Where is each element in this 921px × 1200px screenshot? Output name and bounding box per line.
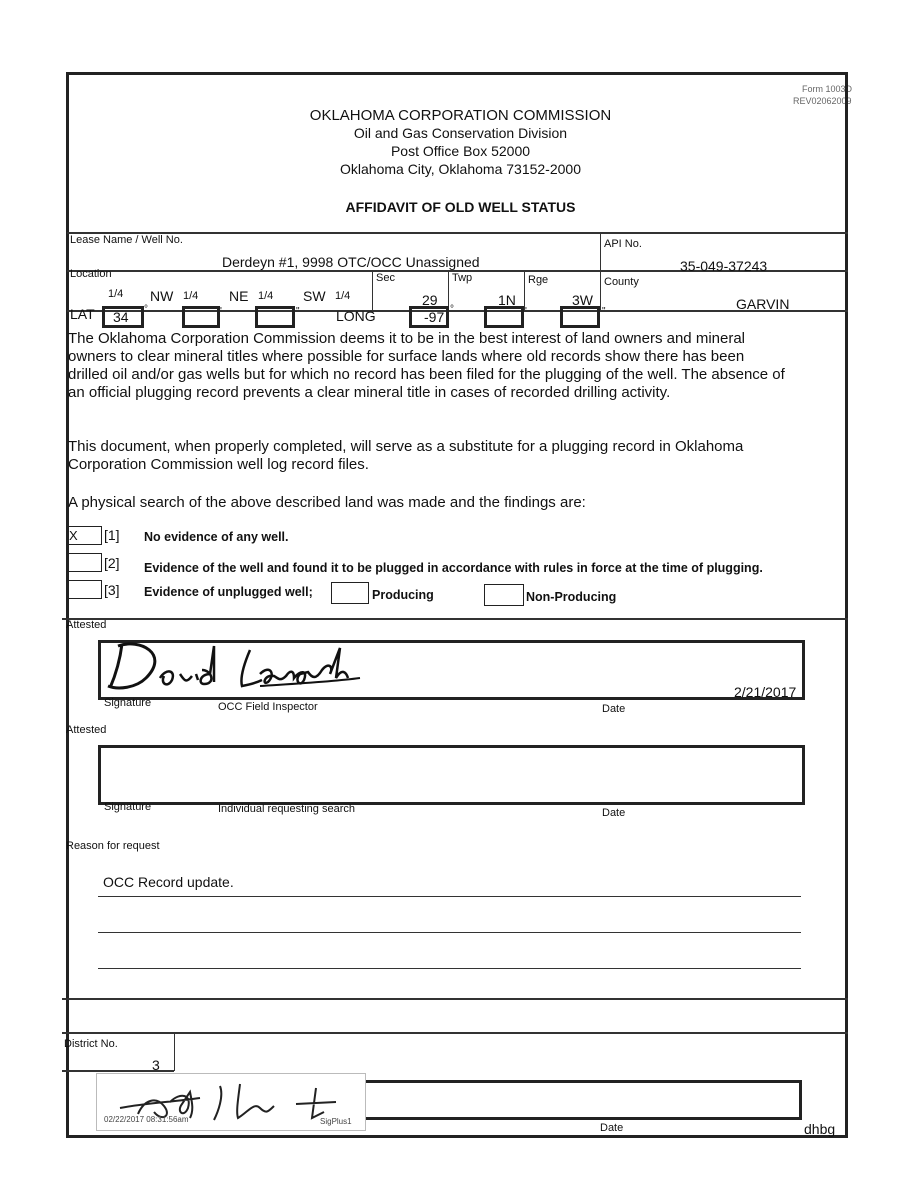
page-title: AFFIDAVIT OF OLD WELL STATUS bbox=[345, 199, 576, 215]
col-divider bbox=[372, 271, 373, 310]
section-divider bbox=[62, 618, 848, 620]
rge-label: Rge bbox=[528, 274, 549, 286]
long-label: LONG bbox=[336, 308, 376, 324]
long-degrees-box[interactable] bbox=[409, 306, 449, 328]
lat-minutes-box[interactable] bbox=[182, 306, 220, 328]
lease-label: Lease Name / Well No. bbox=[70, 234, 183, 246]
inspector-date[interactable]: 2/21/2017 bbox=[734, 684, 797, 700]
row-divider bbox=[67, 232, 848, 234]
section-divider bbox=[62, 998, 848, 1000]
signature-label: Signature bbox=[104, 697, 152, 709]
api-label: API No. bbox=[604, 238, 642, 250]
district-divider bbox=[174, 1033, 175, 1071]
inspector-signature bbox=[100, 634, 370, 696]
location-label: Location bbox=[70, 268, 112, 280]
district-label: District No. bbox=[64, 1038, 118, 1050]
sec-value[interactable]: 29 bbox=[422, 292, 438, 308]
findings-intro: A physical search of the above described land was made and the findings are: bbox=[68, 494, 586, 511]
date-label: Date bbox=[602, 807, 626, 819]
producing-checkbox[interactable] bbox=[331, 582, 369, 604]
long-minutes-box[interactable] bbox=[484, 306, 524, 328]
district-value[interactable]: 3 bbox=[152, 1057, 160, 1073]
section-divider bbox=[62, 1032, 848, 1034]
nw-label: NW bbox=[150, 288, 174, 304]
finding-1-checkbox[interactable]: X bbox=[66, 526, 102, 545]
api-value[interactable]: 35-049-37243 bbox=[680, 258, 768, 274]
quarter-label: 1/4 bbox=[258, 290, 274, 302]
non-producing-label: Non-Producing bbox=[526, 590, 617, 604]
reason-line bbox=[98, 932, 801, 933]
finding-3-text: Evidence of unplugged well; bbox=[144, 585, 313, 599]
stamp-sig-tag: SigPlus1 bbox=[320, 1117, 352, 1126]
finding-3-number: [3] bbox=[104, 582, 120, 598]
ne-label: NE bbox=[229, 288, 249, 304]
attested-label: Attested bbox=[66, 619, 107, 631]
long-seconds-box[interactable] bbox=[560, 306, 600, 328]
initials: dhbg bbox=[804, 1121, 836, 1137]
reason-line-1-text[interactable]: OCC Record update. bbox=[103, 874, 234, 890]
col-divider bbox=[600, 233, 601, 311]
reason-line bbox=[98, 896, 801, 897]
second-symbol: " bbox=[602, 306, 606, 317]
po-box: Post Office Box 52000 bbox=[390, 143, 531, 159]
quarter-label: 1/4 bbox=[335, 290, 351, 302]
attested-label: Attested bbox=[66, 724, 107, 736]
col-divider bbox=[524, 271, 525, 310]
minute-symbol: ' bbox=[220, 306, 222, 317]
degree-symbol: ° bbox=[450, 304, 454, 315]
reason-label: Reason for request bbox=[66, 840, 160, 852]
sec-label: Sec bbox=[376, 272, 395, 284]
finding-1-number: [1] bbox=[104, 527, 120, 543]
form-revision: REV02062009 bbox=[793, 96, 852, 106]
agency-name: OKLAHOMA CORPORATION COMMISSION bbox=[309, 107, 612, 124]
finding-1-text: No evidence of any well. bbox=[144, 530, 289, 544]
date-label: Date bbox=[602, 703, 626, 715]
county-value[interactable]: GARVIN bbox=[736, 296, 790, 312]
sw-label: SW bbox=[303, 288, 326, 304]
lat-seconds-box[interactable] bbox=[255, 306, 295, 328]
lease-value[interactable]: Derdeyn #1, 9998 OTC/OCC Unassigned bbox=[222, 254, 480, 270]
stamp-timestamp: 02/22/2017 08:31:56am bbox=[104, 1115, 189, 1124]
signature-label: Signature bbox=[104, 801, 152, 813]
col-divider bbox=[448, 271, 449, 310]
lat-degrees: 34 bbox=[113, 309, 129, 325]
finding-2-number: [2] bbox=[104, 555, 120, 571]
minute-symbol: ' bbox=[525, 306, 527, 317]
lat-degrees-box[interactable] bbox=[102, 306, 144, 328]
lat-label: LAT bbox=[70, 306, 95, 322]
rge-value[interactable]: 3W bbox=[572, 292, 593, 308]
requester-role: Individual requesting search bbox=[218, 803, 355, 815]
long-degrees: -97 bbox=[424, 309, 445, 325]
county-label: County bbox=[604, 276, 639, 288]
producing-label: Producing bbox=[372, 588, 434, 602]
finding-3-checkbox[interactable] bbox=[66, 580, 102, 599]
reason-line bbox=[98, 968, 801, 969]
finding-2-text: Evidence of the well and found it to be plugged in accordance with rules in force at the time of plugging. bbox=[144, 561, 763, 575]
twp-value[interactable]: 1N bbox=[498, 292, 516, 308]
finding-2-checkbox[interactable] bbox=[66, 553, 102, 572]
quarter-label: 1/4 bbox=[183, 290, 199, 302]
agency-city: Oklahoma City, Oklahoma 73152-2000 bbox=[340, 161, 581, 177]
twp-label: Twp bbox=[452, 272, 473, 284]
intro-paragraph: The Oklahoma Corporation Commission deems it to be in the best interest of land owners and mineral owners to clear mineral titles where possible for surface lands where old records show there has been drilled oil and/or gas wells but for which no record has been filed for the plugging of the well. The absence of an official plugging record prevents a clear mineral title in cases of recorded drilling activity. bbox=[68, 330, 785, 401]
inspector-role: OCC Field Inspector bbox=[218, 701, 318, 713]
non-producing-checkbox[interactable] bbox=[484, 584, 524, 606]
quarter-label: 1/4 bbox=[108, 288, 124, 300]
substitute-paragraph: This document, when properly completed, will serve as a substitute for a plugging record in Oklahoma Corporation Commission well log record files. bbox=[68, 438, 744, 473]
requester-signature-box[interactable] bbox=[98, 745, 805, 805]
degree-symbol: ° bbox=[144, 304, 148, 315]
date-label: Date bbox=[600, 1122, 624, 1134]
second-symbol: " bbox=[296, 306, 300, 317]
form-number: Form 1003D bbox=[802, 84, 853, 94]
section-divider bbox=[62, 1070, 174, 1072]
division-name: Oil and Gas Conservation Division bbox=[353, 125, 568, 141]
